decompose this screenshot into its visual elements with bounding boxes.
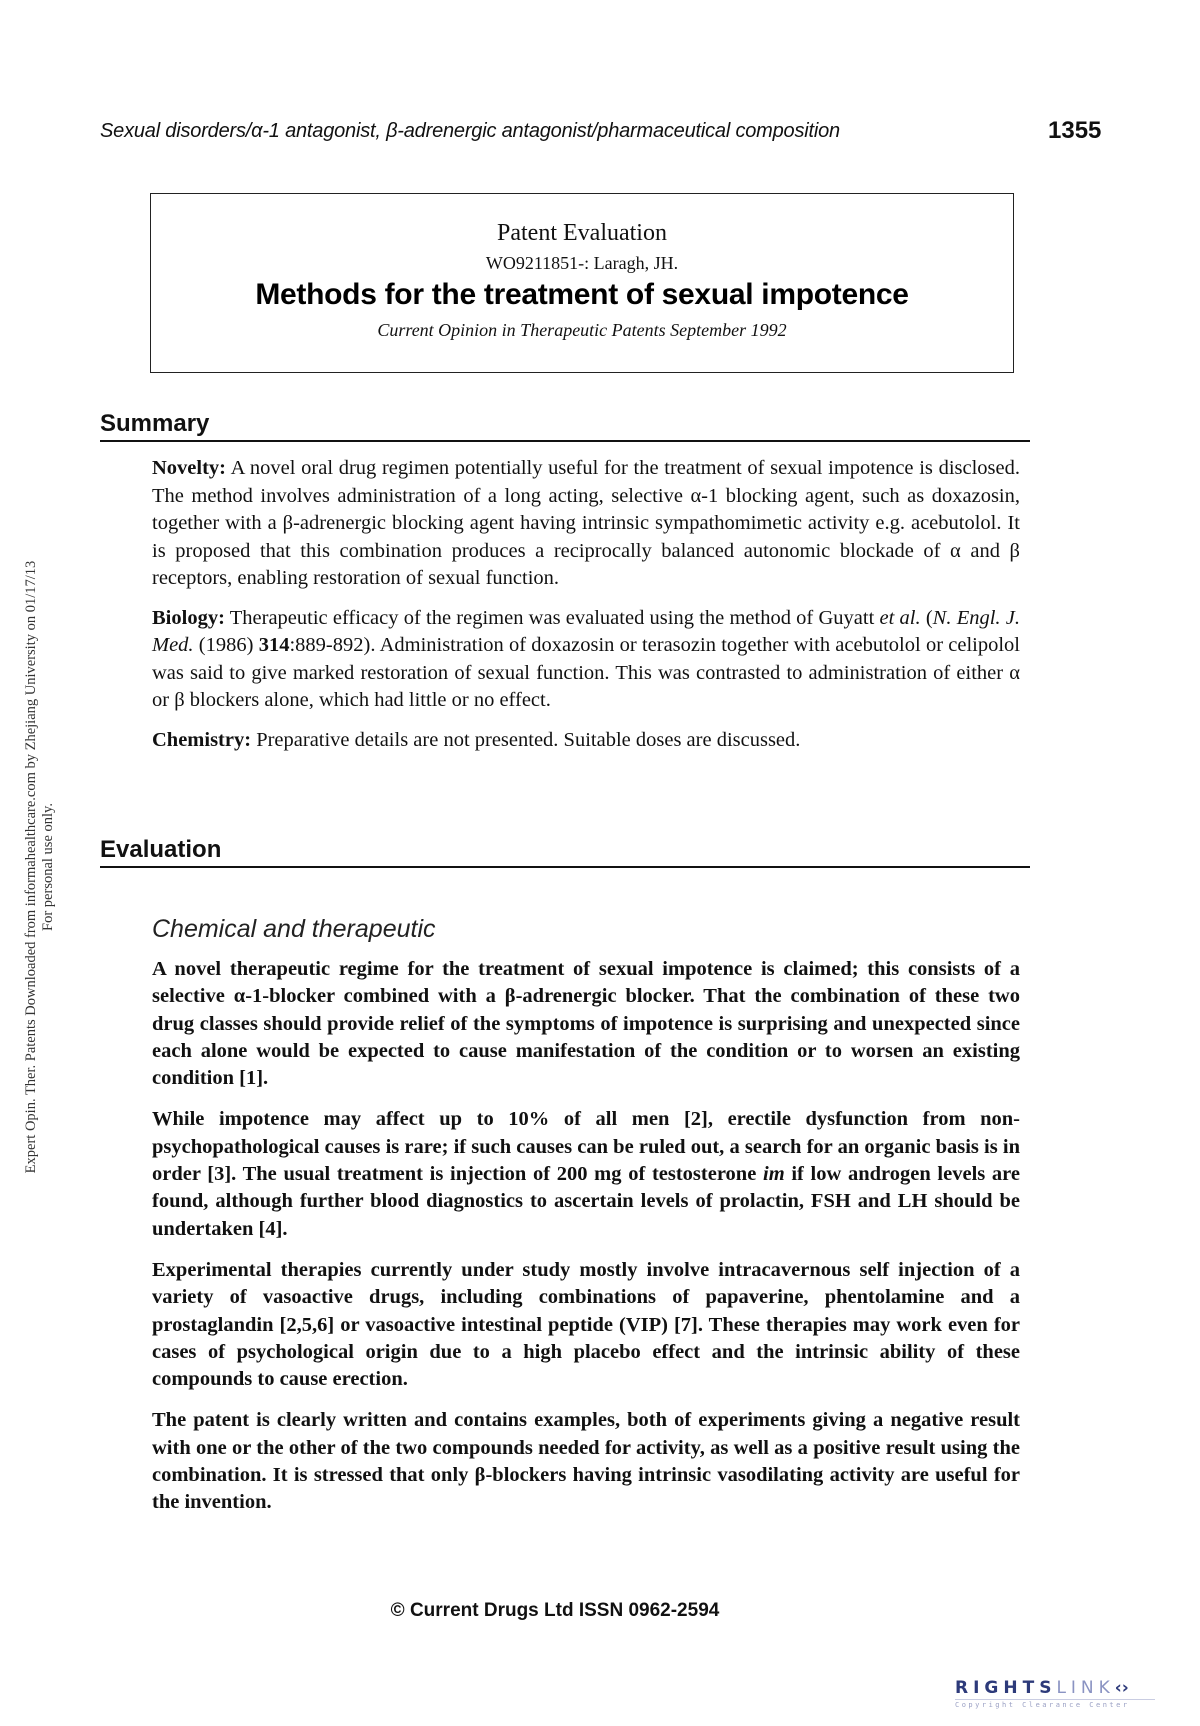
evaluation-paragraph-2 [152,1106,1020,1242]
biology-paragraph [152,605,1020,715]
rightslink-logo[interactable] [955,1678,1187,1718]
article-source: Current Opinion in Therapeutic Patents September 1992 [377,320,787,340]
summary-body [152,455,1020,766]
ref-volume: 314 [258,634,290,656]
evaluation-paragraph-1: A novel therapeutic regime for the treatment of sexual impotence is claimed; this consists of a selective α-1-blocker combined with a β-adrenergic blocker. That the combination of these two drug classes should provide relief of the symptoms of impotence is surprising and unexpected since each alone would be expected to cause manifestation of the condition or to worsen an existing condition [1]. [152,958,1020,1090]
chemistry-text: Preparative details are not presented. Suitable doses are discussed. [251,728,801,751]
running-title: Sexual disorders/α-1 antagonist, β-adrenergic antagonist/pharmaceutical composition [100,120,840,142]
ref-open: ( [920,606,933,629]
rightslink-link: LINK [1056,1678,1115,1698]
rightslink-wordmark [955,1678,1187,1698]
novelty-label: Novelty: [152,457,227,479]
ref-year: (1986) [193,634,259,656]
watermark-line-2: For personal use only. [40,803,56,931]
journal-name: N. Engl. J. Med. [152,606,1020,656]
novelty-text: A novel oral drug regimen potentially useful for the treatment of sexual impotence is disclosed. The method involves administration of a long acting, selective α-1 blocking agent, such as doxazosin, together with a β-adrenergic blocking agent having intrinsic sympathomimetic activity e.g. acebutolol. It is proposed that this combination produces a reciprocally balanced autonomic blockade of α and β receptors, enabling restoration of sexual function. [152,457,1020,589]
evaluation-paragraph-3: Experimental therapies currently under study mostly involve intracavernous self injection of a variety of vasoactive drugs, including combinations of papaverine, phentolamine and a prostaglandin [2,5,6] or vasoactive intestinal peptide (VIP) [7]. These therapies may work even for cases of psychological origin due to a high placebo effect and the intrinsic ability of these compounds to cause erection. [152,1258,1020,1391]
evaluation-paragraph-4: The patent is clearly written and contains examples, both of experiments giving a negative result with one or the other of the two compounds needed for activity, as well as a positive result using the combination. It is stressed that only β-blockers having intrinsic vasodilating activity are useful for the invention. [152,1409,1020,1514]
article-title: Methods for the treatment of sexual impotence [255,278,909,311]
download-watermark [23,487,57,1247]
chemistry-paragraph [152,727,1020,755]
evaluation-body [152,956,1020,1531]
summary-heading: Summary [100,410,1030,442]
watermark-line-1: Expert Opin. Ther. Patents Downloaded from informahealthcare.com by Zhejiang University on 01/17/13 [23,560,39,1174]
rightslink-tagline: Copyright Clearance Center [955,1699,1155,1709]
route-im: im [763,1163,785,1186]
chevrons-icon: ‹› [1114,1678,1129,1698]
page-number: 1355 [1048,117,1102,144]
evaluation-heading: Evaluation [100,836,1030,868]
title-box [150,193,1014,373]
patent-reference: WO9211851-: Laragh, JH. [485,253,679,273]
etal: et al. [879,606,921,629]
article-type: Patent Evaluation [497,220,667,246]
rightslink-rights: RIGHTS [955,1678,1057,1698]
ref-pages: :889-892). [289,634,380,656]
para2-text: While impotence may affect up to 10% of all men [2], erectile dysfunction from non-psychopathological causes is rare; if such causes can be ruled out, a search for an organic basis is in order [3]. The usual treatment is injection of 200 mg of testosterone [152,1108,1020,1186]
biology-text-cont: Administration of doxazosin or terasozin together with acebutolol or celipolol was said to give marked restoration of sexual function. This was contrasted to administration of either α or β blockers alone, which had little or no effect. [152,634,1020,711]
copyright-footer: © Current Drugs Ltd ISSN 0962-2594 [390,1600,720,1621]
biology-label: Biology: [152,606,225,629]
novelty-paragraph [152,455,1020,593]
biology-text: Therapeutic efficacy of the regimen was evaluated using the method of Guyatt [224,606,880,629]
para2-text-cont: if low androgen levels are found, although further blood diagnostics to ascertain levels of prolactin, FSH and LH should be undertaken [4]. [152,1163,1021,1240]
evaluation-subheading: Chemical and therapeutic [152,915,436,943]
chemistry-label: Chemistry: [152,728,252,751]
